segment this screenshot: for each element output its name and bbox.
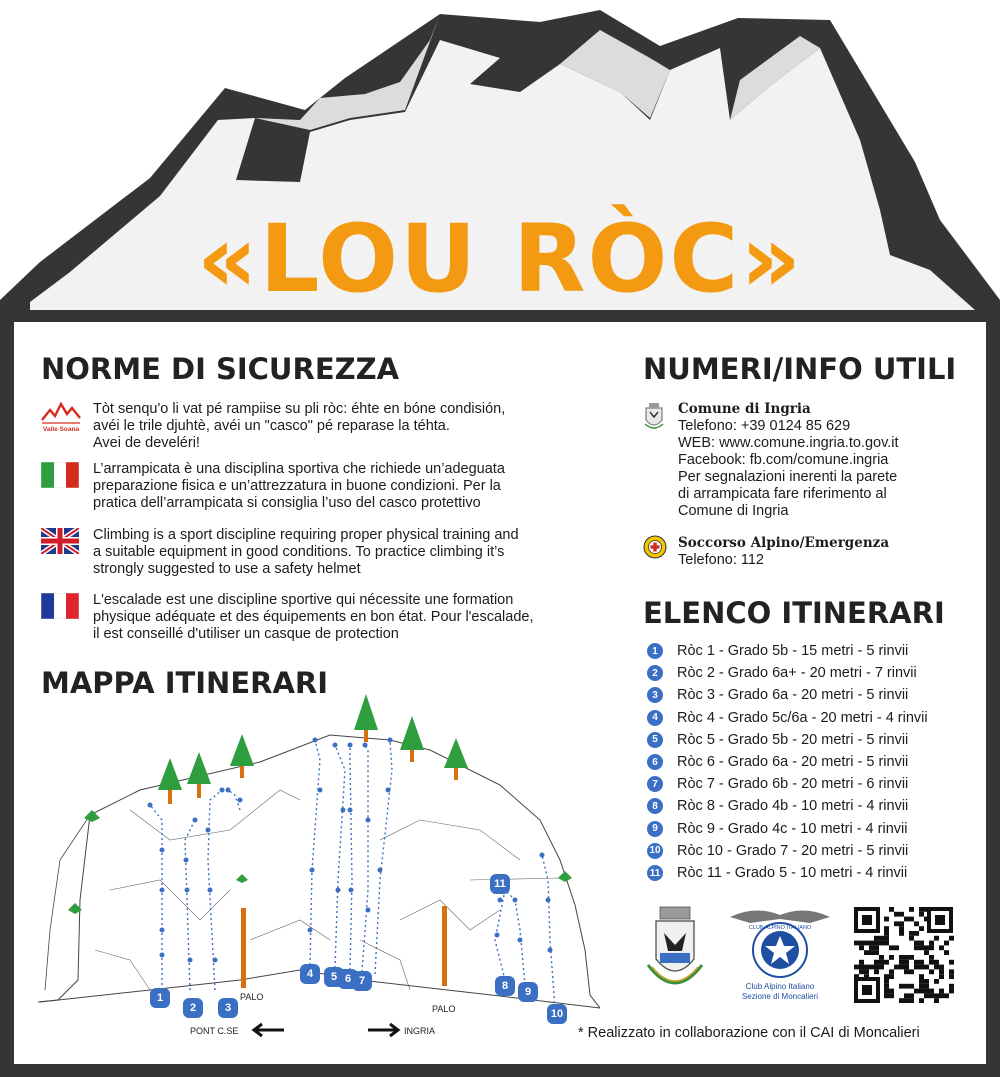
soccorso-alpino-icon [643, 535, 667, 559]
route-description: Ròc 9 - Grado 4c - 10 metri - 4 rinvii [677, 820, 908, 837]
map-label-11: 11 [490, 874, 510, 894]
footer-note: * Realizzato in collaborazione con il CAI di Moncalieri [578, 1025, 920, 1041]
map-label-9: 9 [518, 982, 538, 1002]
left-direction-label: PONT C.SE [190, 1026, 239, 1036]
france-flag-icon [41, 593, 79, 619]
route-item [647, 663, 917, 683]
route-item [647, 774, 908, 794]
plant-icon [236, 874, 248, 883]
route-description: Ròc 1 - Grado 5b - 15 metri - 5 rinvii [677, 643, 909, 659]
comune-web-link[interactable]: WEB: www.comune.ingria.to.gov.it [678, 435, 899, 451]
route-description: Ròc 6 - Grado 6a - 20 metri - 5 rinvii [677, 754, 909, 770]
route-number-badge: 4 [647, 710, 663, 726]
route-number-badge: 8 [647, 798, 663, 814]
map-label-5: 5 [324, 967, 344, 987]
route-number-badge: 9 [647, 821, 663, 837]
route-item [647, 796, 908, 816]
map-heading: MAPPA ITINERARI [41, 666, 329, 700]
route-number-badge: 11 [647, 865, 663, 881]
route-number-badge: 6 [647, 754, 663, 770]
comune-info: Comune di Ingria Telefono: +39 0124 85 629 WEB: www.comune.ingria.to.gov.it Facebook: fb.com/comune.ingria Per segnalazioni inerenti la parete di arrampicata fare riferimento al Comune di Ingria [678, 401, 899, 519]
route-number-badge: 3 [647, 687, 663, 703]
plant-icon [558, 871, 572, 882]
rule-french: L'escalade est une discipline sportive qui nécessite une formation physique adéquate et des équipements en bon état. Pour l'escalade, il est conseillé d'utiliser un casque de protection [93, 592, 534, 642]
cai-ring-text: CLUB ALPINO ITALIANO [748, 925, 812, 931]
italy-flag-icon [41, 462, 79, 488]
route-item [647, 841, 908, 861]
map-label-6: 6 [338, 969, 358, 989]
tree-icon [444, 738, 468, 780]
route-item [647, 641, 908, 661]
route-number-badge: 2 [647, 665, 663, 681]
route-description: Ròc 11 - Grado 5 - 10 metri - 4 rinvii [677, 865, 908, 881]
map-label-8: 8 [495, 976, 515, 996]
route-description: Ròc 5 - Grado 5b - 20 metri - 5 rinvii [677, 731, 909, 748]
map-label-2: 2 [183, 998, 203, 1018]
route-description: Ròc 8 - Grado 4b - 10 metri - 4 rinvii [677, 798, 909, 815]
tree-icon [187, 752, 211, 798]
route-item [647, 730, 908, 750]
palo-right-label: PALO [432, 1004, 456, 1014]
route-item [647, 685, 908, 705]
safety-heading: NORME DI SICUREZZA [41, 352, 400, 386]
route-item [647, 752, 908, 772]
tree-icon [400, 716, 424, 762]
itinerari-heading: ELENCO ITINERARI [643, 596, 945, 630]
palo-right [442, 906, 447, 986]
route-item [647, 863, 907, 883]
route-number-badge: 5 [647, 732, 663, 748]
map-label-3: 3 [218, 998, 238, 1018]
tree-icon [354, 694, 378, 742]
tree-icon [158, 758, 182, 804]
soccorso-name: Soccorso Alpino/Emergenza [678, 535, 890, 551]
rule-occitan: Tòt senqu'o li vat pé rampiise su pli ròc: éhte en bóne condisión, avéi le trile djuhtè, avéi un "casco" pé reparase la téhta. Avei de develéri! [93, 401, 506, 451]
route-map [0, 690, 600, 1060]
cai-logo-icon [725, 905, 835, 1005]
valle-soana-caption: Valle Soana [42, 426, 80, 433]
route-description: Ròc 10 - Grado 7 - 20 metri - 5 rinvii [677, 842, 909, 859]
map-label-4: 4 [300, 964, 320, 984]
route-item [647, 708, 928, 728]
route-number-badge: 10 [647, 843, 663, 859]
qr-code-icon[interactable] [852, 905, 955, 1005]
map-label-10: 10 [547, 1004, 567, 1024]
route-description: Ròc 2 - Grado 6a+ - 20 metri - 7 rinvii [677, 665, 917, 682]
valle-soana-logo-icon [40, 398, 82, 434]
route-description: Ròc 7 - Grado 6b - 20 metri - 6 rinvii [677, 776, 909, 793]
comune-facebook-link[interactable]: Facebook: fb.com/comune.ingria [678, 452, 889, 468]
soccorso-info: Soccorso Alpino/Emergenza Telefono: 112 [678, 535, 890, 568]
arrow-left-icon [254, 1024, 284, 1036]
route-item [647, 819, 907, 839]
map-label-7: 7 [352, 971, 372, 991]
route-description: Ròc 4 - Grado 5c/6a - 20 metri - 4 rinvii [677, 709, 928, 726]
route-number-badge: 1 [647, 643, 663, 659]
route-description: Ròc 3 - Grado 6a - 20 metri - 5 rinvii [677, 687, 909, 704]
arrow-right-icon [368, 1024, 398, 1036]
rule-english: Climbing is a sport discipline requiring proper physical training and a suitable equipment in good conditions. To practice climbing it’s strongly suggested to use a safety helmet [93, 527, 519, 577]
route-number-badge: 7 [647, 776, 663, 792]
ingria-coat-of-arms-icon [642, 905, 708, 1005]
comune-crest-icon [643, 402, 665, 432]
cai-caption-line1: Club Alpino Italiano [745, 982, 815, 991]
rule-italian: L’arrampicata è una disciplina sportiva che richiede un’adeguata preparazione fisica e un’attrezzatura in buone condizioni. Per la pratica dell’arrampicata si consiglia l’uso del casco protettivo [93, 461, 505, 511]
main-title: «LOU RÒC» [196, 205, 804, 314]
cai-caption-line2: Sezione di Moncalieri [741, 992, 819, 1001]
uk-flag-icon [41, 528, 79, 554]
palo-left-label: PALO [240, 992, 264, 1002]
tree-icon [230, 734, 254, 778]
palo-left [241, 908, 246, 988]
info-heading: NUMERI/INFO UTILI [643, 352, 957, 386]
right-direction-label: INGRIA [404, 1026, 436, 1036]
comune-name: Comune di Ingria [678, 401, 811, 417]
map-label-1: 1 [150, 988, 170, 1008]
